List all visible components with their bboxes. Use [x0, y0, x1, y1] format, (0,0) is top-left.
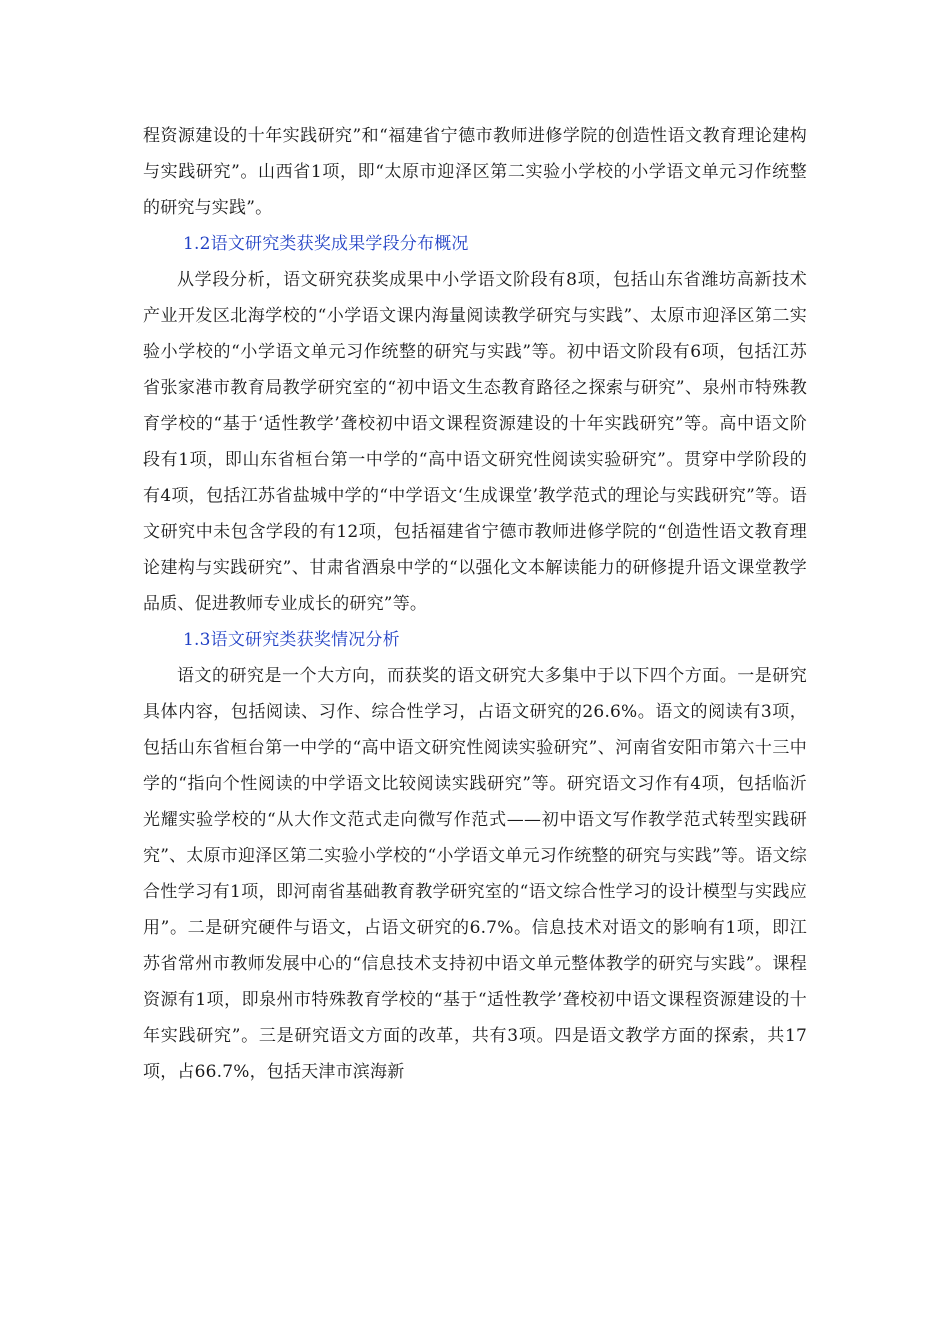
paragraph-stage-distribution: 从学段分析，语文研究获奖成果中小学语文阶段有8项，包括山东省潍坊高新技术产业开发区北海学校的“小学语文课内海量阅读教学研究与实践”、太原市迎泽区第二实验小学校的“小学语文单元习作统整的研究与实践”等。初中语文阶段有6项，包括江苏省张家港市教育局教学研究室的“初中语文生态教育路径之探索与研究”、泉州市特殊教育学校的“基于‘适性教学’聋校初中语文课程资源建设的十年实践研究”等。高中语文阶段有1项，即山东省桓台第一中学的“高中语文研究性阅读实验研究”。贯穿中学阶段的有4项，包括江苏省盐城中学的“中学语文‘生成课堂’教学范式的理论与实践研究”等。语文研究中未包含学段的有12项，包括福建省宁德市教师进修学院的“创造性语文教育理论建构与实践研究”、甘肃省酒泉中学的“以强化文本解读能力的研修提升语文课堂教学品质、促进教师专业成长的研究”等。 [143, 270, 807, 614]
section-heading-1-3: 1.3语文研究类获奖情况分析 [183, 630, 400, 650]
paragraph-award-analysis: 语文的研究是一个大方向，而获奖的语文研究大多集中于以下四个方面。一是研究具体内容，包括阅读、习作、综合性学习，占语文研究的26.6%。语文的阅读有3项，包括山东省桓台第一中学的“高中语文研究性阅读实验研究”、河南省安阳市第六十三中学的“指向个性阅读的中学语文比较阅读实践研究”等。研究语文习作有4项，包括临沂光耀实验学校的“从大作文范式走向微写作范式——初中语文写作教学范式转型实践研究”、太原市迎泽区第二实验小学校的“小学语文单元习作统整的研究与实践”等。语文综合性学习有1项，即河南省基础教育教学研究室的“语文综合性学习的设计模型与实践应用”。二是研究硬件与语文，占语文研究的6.7%。信息技术对语文的影响有1项，即江苏省常州市教师发展中心的“信息技术支持初中语文单元整体教学的研究与实践”。课程资源有1项，即泉州市特殊教育学校的“基于“适性教学’聋校初中语文课程资源建设的十年实践研究”。三是研究语文方面的改革，共有3项。四是语文教学方面的探索，共17项，占66.7%，包括天津市滨海新 [143, 666, 807, 1082]
document-body [143, 118, 807, 1090]
paragraph-continuation: 程资源建设的十年实践研究”和“福建省宁德市教师进修学院的创造性语文教育理论建构与实践研究”。山西省1项，即“太原市迎泽区第二实验小学校的小学语文单元习作统整的研究与实践”。 [143, 126, 807, 218]
section-heading-1-2: 1.2语文研究类获奖成果学段分布概况 [183, 234, 469, 254]
